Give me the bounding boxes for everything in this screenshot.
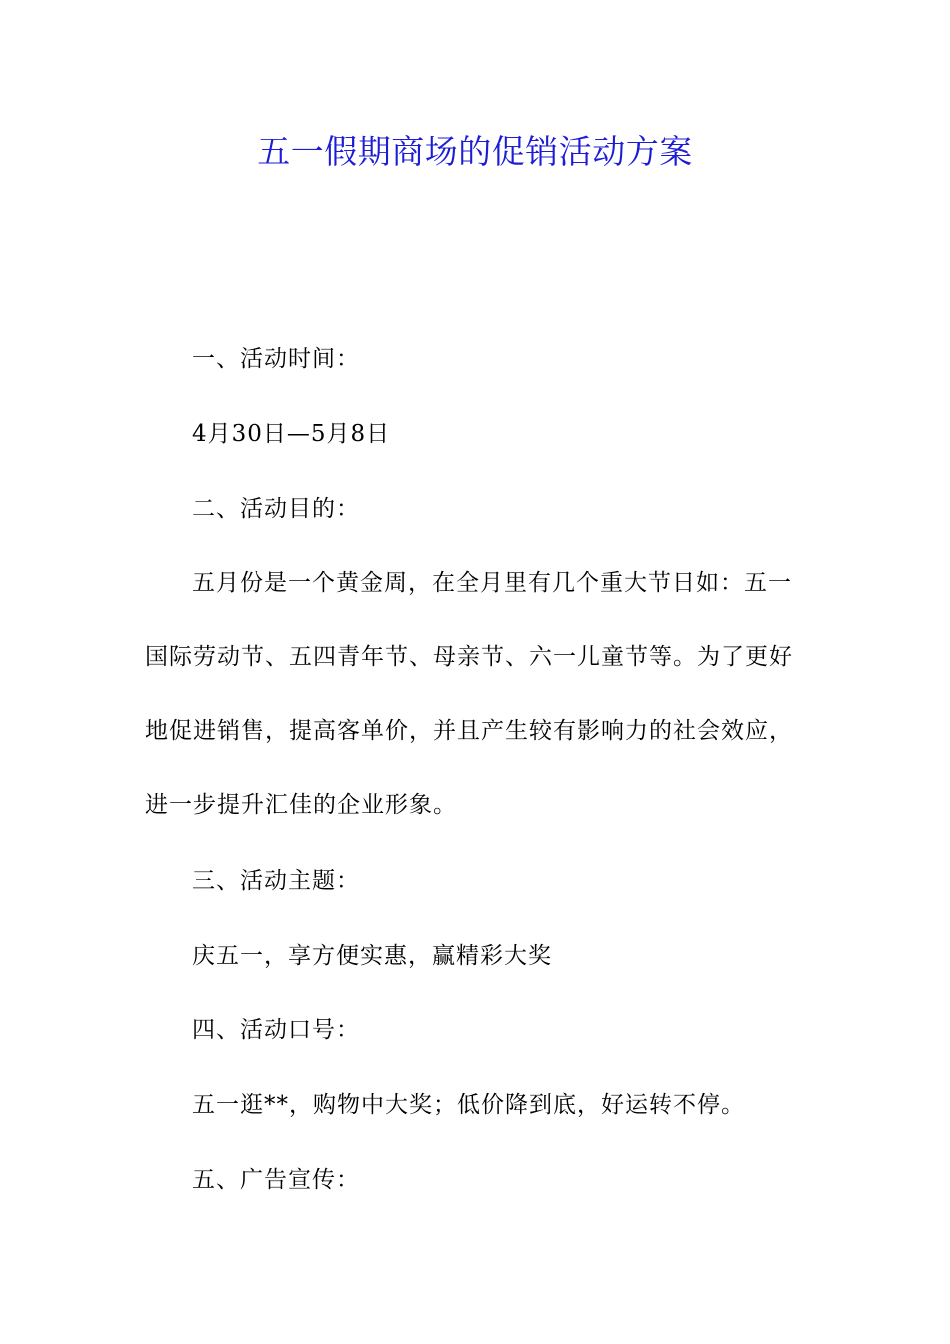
activity-theme-text: 庆五一，享方便实惠，赢精彩大奖 [192, 943, 552, 969]
section-heading-purpose: 二、活动目的： [192, 496, 360, 522]
activity-purpose-paragraph: 五月份是一个黄金周，在全月里有几个重大节日如：五一国际劳动节、五四青年节、母亲节、六一儿童节等。为了更好地促进销售，提高客单价，并且产生较有影响力的社会效应，进一步提升汇佳的企业形象。 [145, 570, 793, 818]
section-heading-time: 一、活动时间： [192, 346, 360, 372]
section-heading-theme: 三、活动主题： [192, 868, 360, 894]
activity-slogan-text: 五一逛**，购物中大奖；低价降到底，好运转不停。 [192, 1092, 745, 1118]
section-heading-slogan: 四、活动口号： [192, 1017, 360, 1043]
activity-time-text: 4月30日—5月8日 [192, 421, 391, 447]
document-title: 五一假期商场的促销活动方案 [257, 132, 693, 171]
section-heading-advertising: 五、广告宣传： [192, 1167, 360, 1193]
